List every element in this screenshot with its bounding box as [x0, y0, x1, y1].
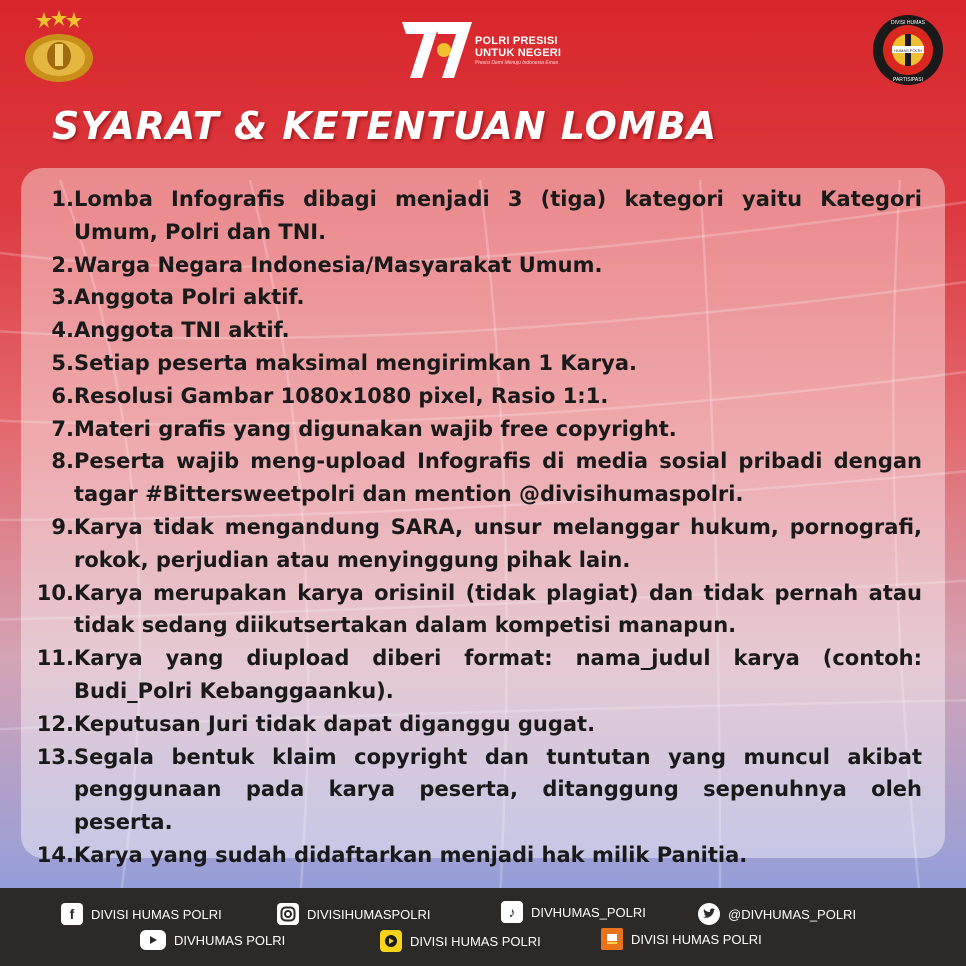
- snackvideo-handle: DIVISI HUMAS POLRI: [410, 933, 541, 949]
- rule-number: 10.: [36, 580, 74, 605]
- right-logo-bottom-text: PARTISIPASI: [892, 77, 924, 83]
- rule-number: 2.: [51, 252, 74, 277]
- tiktok-link[interactable]: [501, 901, 646, 923]
- rule-item: [30, 380, 922, 413]
- rule-item: [30, 708, 922, 741]
- rule-number: 12.: [36, 711, 74, 736]
- rule-text: Karya yang sudah didaftarkan menjadi hak milik Panitia.: [74, 842, 748, 867]
- rule-number: 5.: [51, 350, 74, 375]
- rule-text: Karya tidak mengandung SARA, unsur melanggar hukum, pornografi, rokok, perjudian atau menyinggung pihak lain.: [74, 514, 922, 572]
- rule-text: Setiap peserta maksimal mengirimkan 1 Karya.: [74, 350, 637, 375]
- brand-tagline: Presisi Demi Menuju Indonesia Emas: [475, 60, 559, 66]
- rule-number: 4.: [51, 318, 74, 343]
- rule-number: 8.: [51, 449, 74, 474]
- rule-item: [30, 249, 922, 282]
- youtube-handle: DIVHUMAS POLRI: [174, 932, 286, 948]
- tribrata-icon: [601, 928, 623, 950]
- rule-number: 13.: [36, 744, 74, 769]
- rule-item: [30, 314, 922, 347]
- rule-number: 9.: [51, 514, 74, 539]
- social-footer: [0, 888, 966, 966]
- rule-text: Materi grafis yang digunakan wajib free copyright.: [74, 416, 677, 441]
- rule-text: Keputusan Juri tidak dapat diganggu gugat.: [74, 711, 596, 736]
- rule-item: [30, 445, 922, 511]
- instagram-handle: DIVISIHUMASPOLRI: [307, 906, 431, 922]
- youtube-icon: [140, 930, 166, 950]
- twitter-handle: @DIVHUMAS_POLRI: [728, 906, 857, 922]
- facebook-link[interactable]: [61, 903, 222, 925]
- instagram-icon: [277, 903, 299, 925]
- rule-number: 3.: [51, 285, 74, 310]
- rule-item: [30, 183, 922, 249]
- rule-item: [30, 511, 922, 577]
- rule-item: [30, 642, 922, 708]
- rule-item: [30, 413, 922, 446]
- rule-text: Karya yang diupload diberi format: nama_judul karya (contoh: Budi_Polri Kebanggaanku).: [74, 646, 922, 703]
- rule-item: [30, 281, 922, 314]
- rule-text: Peserta wajib meng-upload Infografis di media sosial pribadi dengan tagar #Bittersweetpolri dan mention @divisihumaspolri.: [74, 449, 922, 507]
- rule-text: Lomba Infografis dibagi menjadi 3 (tiga) kategori yaitu Kategori Umum, Polri dan TNI.: [74, 187, 922, 244]
- page-title: SYARAT & KETENTUAN LOMBA: [52, 104, 718, 148]
- rule-text: Anggota TNI aktif.: [74, 318, 290, 343]
- rule-text: Anggota Polri aktif.: [74, 285, 305, 310]
- facebook-icon: f: [61, 903, 83, 925]
- snackvideo-link[interactable]: [380, 930, 541, 952]
- rule-text: Segala bentuk klaim copyright dan tuntutan yang muncul akibat penggunaan pada karya peserta, ditanggung sepenuhnya oleh peserta.: [74, 744, 922, 835]
- rule-number: 6.: [51, 383, 74, 408]
- rule-number: 11.: [36, 646, 74, 671]
- instagram-link[interactable]: [277, 903, 431, 925]
- rule-item: [30, 577, 922, 643]
- brand-title: POLRI PRESISI UNTUK NEGERI: [475, 35, 562, 59]
- rule-text: Karya merupakan karya orisinil (tidak plagiat) dan tidak pernah atau tidak sedang diikutsertakan dalam kompetisi manapun.: [74, 580, 922, 638]
- rule-number: 7.: [51, 416, 74, 441]
- police-emblem-icon: [22, 10, 96, 84]
- right-logo-center-text: HUMAS POLRI: [894, 48, 922, 53]
- tribrata-link[interactable]: [601, 928, 762, 950]
- twitter-icon: [698, 903, 720, 925]
- rule-text: Warga Negara Indonesia/Masyarakat Umum.: [74, 252, 603, 277]
- rules-list: [30, 183, 922, 872]
- tiktok-icon: ♪: [501, 901, 523, 923]
- humas-emblem-icon: [872, 14, 944, 86]
- rule-text: Resolusi Gambar 1080x1080 pixel, Rasio 1:1.: [74, 383, 609, 408]
- tiktok-handle: DIVHUMAS_POLRI: [531, 904, 646, 920]
- youtube-link[interactable]: [140, 930, 285, 950]
- rule-item: [30, 347, 922, 380]
- snackvideo-icon: [380, 930, 402, 952]
- rule-number: 14.: [36, 842, 74, 867]
- twitter-link[interactable]: [698, 903, 856, 925]
- rule-item: [30, 839, 922, 872]
- facebook-handle: DIVISI HUMAS POLRI: [91, 906, 222, 922]
- right-logo-top-text: DIVISI HUMAS: [891, 20, 925, 26]
- rule-number: 1.: [51, 187, 74, 211]
- rule-item: [30, 741, 922, 839]
- tribrata-handle: DIVISI HUMAS POLRI: [631, 931, 762, 947]
